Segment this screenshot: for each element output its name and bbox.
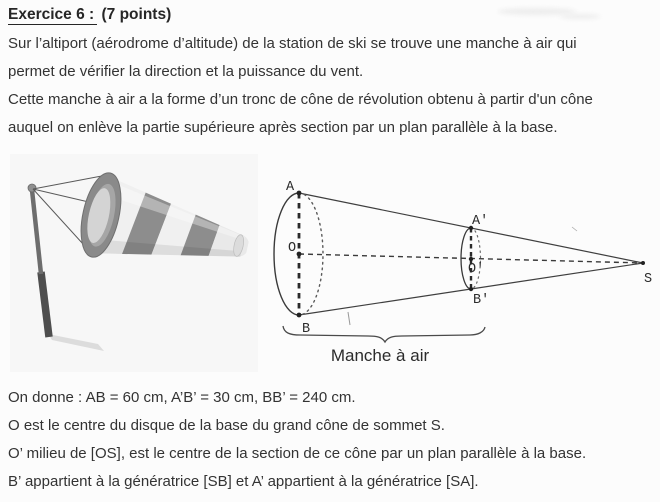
windsock-cone [74, 169, 257, 289]
given-line-3: O’ milieu de [OS], est le centre de la section de ce cône par un plan parallèle à la base. [8, 445, 587, 462]
windsock-photo [8, 148, 266, 376]
label-O: O [288, 241, 297, 256]
intro-line-3: Cette manche à air a la forme d’un tronc de cône de révolution obtenu à partir d'un cône [8, 91, 593, 108]
point-O [297, 252, 302, 257]
scan-smudge [560, 14, 600, 19]
point-A [297, 191, 302, 196]
exercise-points: (7 points) [101, 6, 172, 23]
diagram-caption: Manche à air [330, 346, 430, 365]
label-A: A [286, 180, 295, 195]
pole-lower [41, 272, 49, 337]
point-B-prime [469, 287, 473, 291]
cone-diagram [270, 158, 658, 374]
intro-paragraph [8, 30, 593, 142]
stray-mark [348, 312, 350, 325]
label-B-prime: B' [473, 293, 490, 308]
figure-area [0, 148, 660, 380]
given-paragraph [8, 384, 586, 496]
given-line-2: O est le centre du disque de la base du grand cône de sommet S. [8, 417, 445, 434]
label-A-prime: A' [472, 214, 489, 229]
page-title [8, 6, 171, 24]
label-B: B [302, 322, 311, 337]
intro-line-2: permet de vérifier la direction et la puissance du vent. [8, 63, 364, 80]
given-line-1: On donne : AB = 60 cm, A’B’ = 30 cm, BB’ = 240 cm. [8, 389, 356, 406]
given-line-4: B’ appartient à la génératrice [SB] et A’ appartient à la génératrice [SA]. [8, 473, 479, 490]
intro-line-4: auquel on enlève la partie supérieure après section par un plan parallèle à la base. [8, 119, 558, 136]
point-S [641, 261, 645, 265]
point-O-prime [469, 257, 473, 261]
label-S: S [644, 272, 653, 287]
pole-upper [32, 190, 41, 274]
brace [283, 326, 485, 342]
exercise-number: Exercice 6 : [8, 6, 97, 25]
stray-mark [572, 227, 577, 231]
label-O-prime: O' [468, 262, 485, 277]
intro-line-1: Sur l’altiport (aérodrome d’altitude) de la station de ski se trouve une manche à air qui [8, 35, 577, 52]
pole-shadow [48, 334, 104, 351]
point-B [297, 313, 302, 318]
